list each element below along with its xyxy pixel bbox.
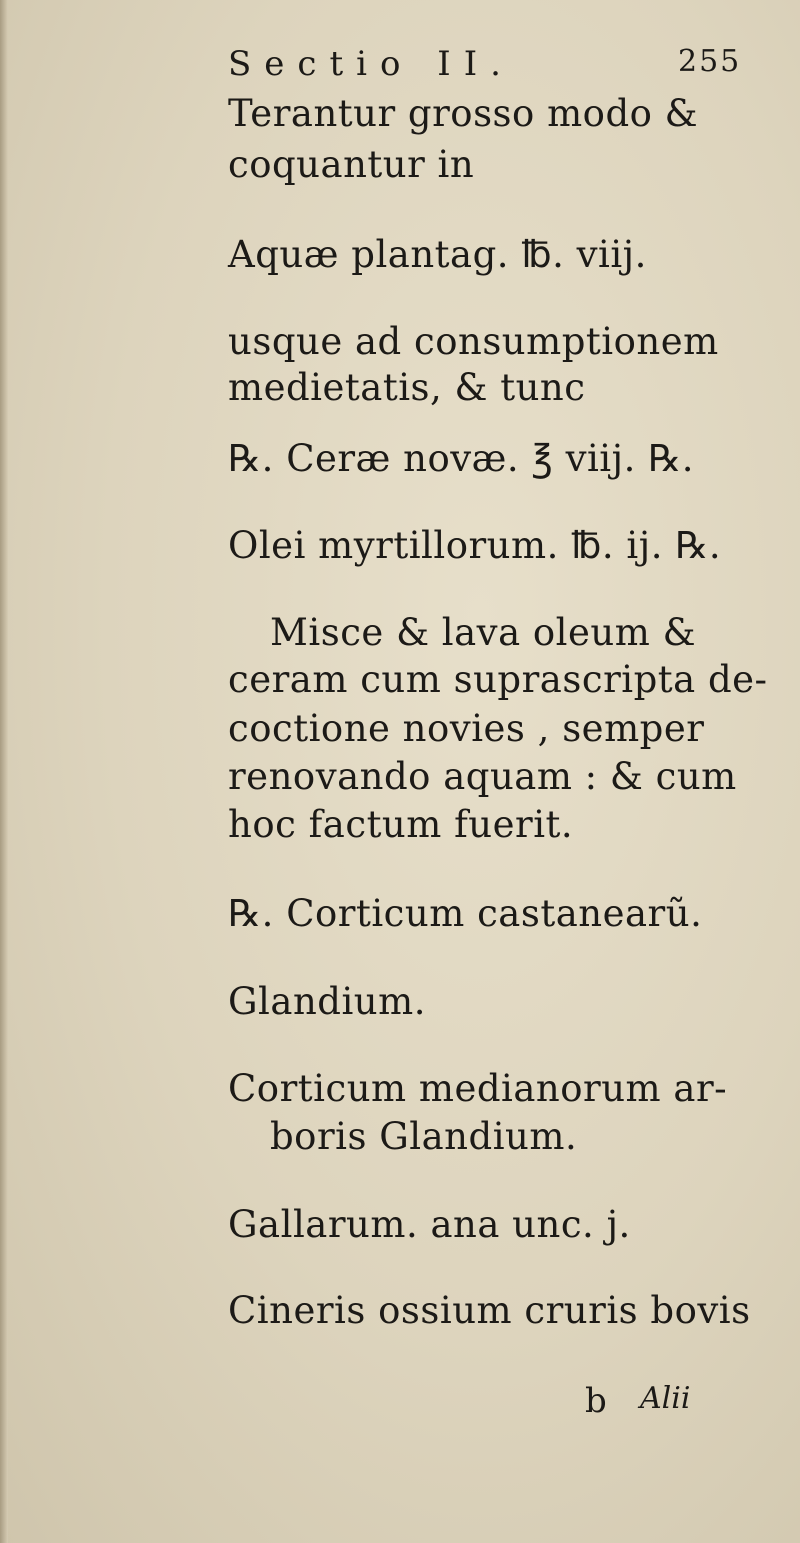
signature-mark: b: [585, 1381, 607, 1421]
text-line: renovando aquam : & cum: [228, 755, 737, 798]
running-header: [228, 44, 742, 84]
text-line: Misce & lava oleum &: [270, 611, 697, 654]
text-line: ℞. Corticum castanearũ.: [228, 892, 703, 935]
text-line: coquantur in: [228, 143, 475, 186]
text-line: Olei myrtillorum. ℔. ij. ℞.: [228, 524, 722, 567]
catchword: Alii: [640, 1381, 691, 1416]
text-line: medietatis, & tunc: [228, 366, 586, 409]
text-line: Corticum medianorum ar-: [228, 1067, 728, 1110]
text-line: ℞. Ceræ novæ. ℥ viij. ℞.: [228, 437, 695, 480]
text-line: ceram cum suprascripta de-: [228, 658, 768, 701]
text-line: Gallarum. ana unc. j.: [228, 1203, 631, 1246]
text-line: Aquæ plantag. ℔. viij.: [228, 233, 647, 276]
section-title: Sectio II.: [228, 44, 514, 84]
text-line: Terantur grosso modo &: [228, 92, 699, 135]
page-binding-edge: [0, 0, 8, 1543]
text-line: coctione novies , semper: [228, 707, 705, 750]
text-line: hoc factum fuerit.: [228, 803, 574, 846]
text-line: Cineris ossium cruris bovis: [228, 1289, 751, 1332]
text-line: Glandium.: [228, 980, 426, 1023]
text-line: usque ad consumptionem: [228, 320, 719, 363]
page-number: 255: [678, 44, 742, 79]
text-line: boris Glandium.: [270, 1115, 578, 1158]
